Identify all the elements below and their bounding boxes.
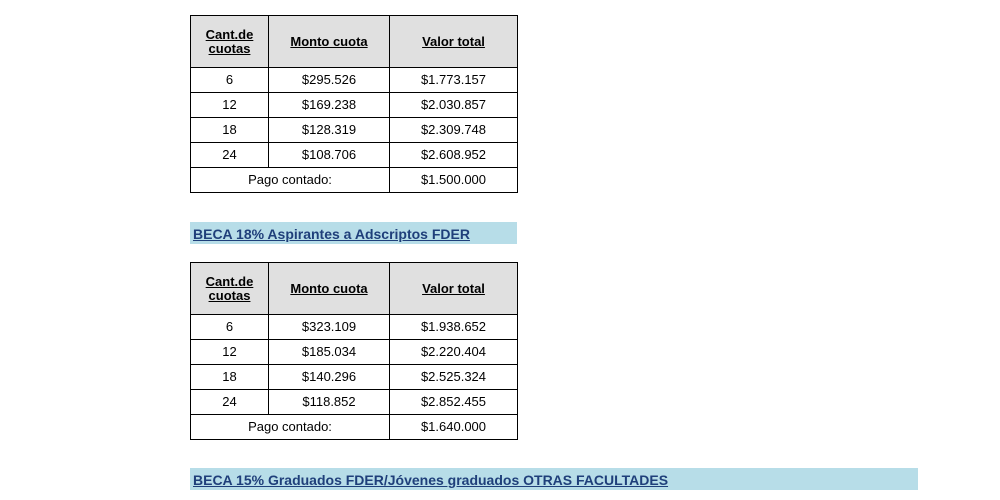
- installments-cell: 12: [191, 93, 269, 118]
- table-row: [191, 315, 518, 340]
- installment-amount-cell: $140.296: [269, 365, 390, 390]
- column-header-total-value: Valor total: [390, 16, 518, 68]
- installments-cell: 6: [191, 68, 269, 93]
- installments-cell: 24: [191, 143, 269, 168]
- table-row: [191, 93, 518, 118]
- table-row: [191, 143, 518, 168]
- cash-payment-row: [191, 415, 518, 440]
- cash-payment-row: [191, 168, 518, 193]
- table-row: [191, 340, 518, 365]
- total-value-cell: $1.773.157: [390, 68, 518, 93]
- column-header-installment-amount: Monto cuota: [269, 263, 390, 315]
- total-value-cell: $2.608.952: [390, 143, 518, 168]
- table-row: [191, 365, 518, 390]
- installments-cell: 18: [191, 365, 269, 390]
- installments-cell: 24: [191, 390, 269, 415]
- installment-amount-cell: $295.526: [269, 68, 390, 93]
- installment-amount-cell: $128.319: [269, 118, 390, 143]
- column-header-total-value: Valor total: [390, 263, 518, 315]
- total-value-cell: $2.852.455: [390, 390, 518, 415]
- table-row: [191, 118, 518, 143]
- installments-table: [190, 15, 518, 193]
- installments-table: [190, 262, 518, 440]
- installment-amount-cell: $185.034: [269, 340, 390, 365]
- total-value-cell: $2.309.748: [390, 118, 518, 143]
- installment-amount-cell: $108.706: [269, 143, 390, 168]
- cash-payment-label: Pago contado:: [191, 168, 390, 193]
- table-header-row: [191, 16, 518, 68]
- table-row: [191, 68, 518, 93]
- installment-amount-cell: $118.852: [269, 390, 390, 415]
- installments-cell: 18: [191, 118, 269, 143]
- total-value-cell: $2.220.404: [390, 340, 518, 365]
- column-header-installments: Cant.de cuotas: [191, 263, 269, 315]
- table-header-row: [191, 263, 518, 315]
- table-row: [191, 390, 518, 415]
- cash-payment-label: Pago contado:: [191, 415, 390, 440]
- installment-amount-cell: $323.109: [269, 315, 390, 340]
- cash-payment-value: $1.500.000: [390, 168, 518, 193]
- column-header-installments: Cant.de cuotas: [191, 16, 269, 68]
- section-title-beca-18: BECA 18% Aspirantes a Adscriptos FDER: [190, 222, 517, 244]
- total-value-cell: $1.938.652: [390, 315, 518, 340]
- installments-cell: 12: [191, 340, 269, 365]
- cash-payment-value: $1.640.000: [390, 415, 518, 440]
- column-header-installment-amount: Monto cuota: [269, 16, 390, 68]
- installments-cell: 6: [191, 315, 269, 340]
- total-value-cell: $2.030.857: [390, 93, 518, 118]
- installment-amount-cell: $169.238: [269, 93, 390, 118]
- total-value-cell: $2.525.324: [390, 365, 518, 390]
- section-title-beca-15: BECA 15% Graduados FDER/Jóvenes graduados OTRAS FACULTADES: [190, 468, 918, 490]
